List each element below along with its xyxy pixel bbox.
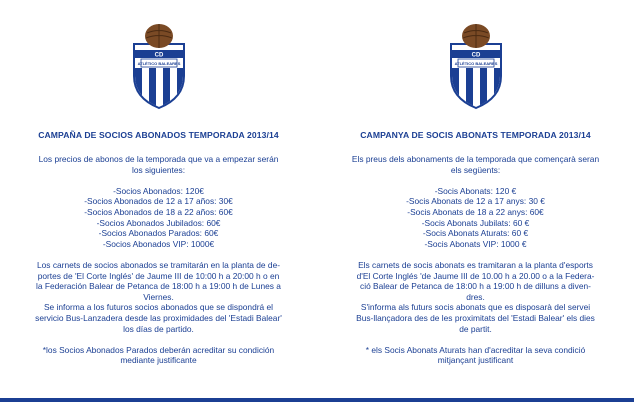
price-item: -Socis Abonats VIP: 1000 € [424, 238, 527, 249]
info-line: los días de partido. [123, 323, 194, 334]
note-line: mediante justificante [120, 355, 197, 366]
price-item: -Socios Abonados: 120€ [113, 185, 204, 196]
info-line: portes de 'El Corte Inglés' de Jaume III de 10:00 h a 20:00 h o en [37, 270, 280, 281]
info-line: d'El Corte Inglés 'de Jaume III de 10.00 h a 20.00 o a la Federa- [356, 270, 595, 281]
spanish-body [12, 154, 305, 366]
note-line: *los Socios Abonados Parados deberán acreditar su condición [42, 344, 275, 355]
note-line: * els Socis Abonats Aturats han d'acreditar la seva condició [365, 344, 586, 355]
info-line: Els carnets de socis abonats es tramitaran a la planta d'esports [358, 259, 593, 270]
club-crest-logo [131, 18, 187, 110]
catalan-title: CAMPANYA DE SOCIS ABONATS TEMPORADA 2013/14 [360, 130, 591, 140]
price-item: -Socios Abonados de 12 a 17 años: 30€ [84, 196, 233, 207]
football-icon [145, 24, 173, 48]
info-line: Se informa a los futuros socios abonados que se dispondrá el [43, 302, 274, 313]
club-crest-logo [448, 18, 504, 110]
info-line: la Federación Balear de Petanca de 18:00 h a 19:00 h de Lunes a [36, 281, 281, 292]
price-item: -Socis Abonats: 120 € [434, 185, 517, 196]
price-item: -Socios Abonados Jubilados: 60€ [96, 217, 221, 228]
info-line: ció Balear de Petanca de 18:00 h a 19:00 h de dilluns a diven- [360, 281, 591, 292]
price-item: -Socis Abonats de 18 a 22 anys: 60€ [407, 206, 544, 217]
info-line: Bus-llançadora des de les proximitats del 'Estadi Balear' els dies [356, 312, 595, 323]
info-line: de partit. [459, 323, 492, 334]
price-item: -Socis Abonats Aturats: 60 € [422, 228, 529, 239]
intro-line: Los precios de abonos de la temporada que va a empezar serán [38, 154, 279, 164]
football-icon [462, 24, 490, 48]
note-line: mitjançant justificant [437, 355, 514, 366]
intro-line: els següents: [450, 164, 501, 175]
catalan-body [329, 154, 622, 366]
crest-label: ATLÉTICO BALEARES [454, 61, 497, 66]
price-item: -Socis Abonats Jubilats: 60 € [421, 217, 530, 228]
info-line: Viernes. [143, 291, 174, 302]
crest-label: ATLÉTICO BALEARES [137, 61, 180, 66]
info-line: dres. [466, 291, 485, 302]
bottom-bar [0, 398, 634, 402]
info-line: servicio Bus-Lanzadera desde las proximidades del 'Estadi Balear' [35, 312, 282, 323]
spanish-title: CAMPAÑA DE SOCIOS ABONADOS TEMPORADA 2013/14 [38, 130, 279, 140]
price-item: -Socios Abonados Parados: 60€ [98, 228, 219, 239]
crest-initials: CD [154, 52, 163, 59]
spanish-column [0, 0, 317, 398]
catalan-column [317, 0, 634, 398]
crest-initials: CD [471, 52, 480, 59]
price-item: -Socios Abonados de 18 a 22 años: 60€ [84, 206, 233, 217]
price-item: -Socios Abonados VIP: 1000€ [102, 238, 215, 249]
intro-line: los siguientes: [131, 164, 186, 175]
price-item: -Socis Abonats de 12 a 17 anys: 30 € [406, 196, 545, 207]
info-line: Los carnets de socios abonados se tramitarán en la planta de de- [36, 259, 281, 270]
info-line: S'informa als futurs socis abonats que es disposarà del servei [360, 302, 591, 313]
intro-line: Els preus dels abonaments de la temporada que començarà seran [351, 154, 600, 164]
